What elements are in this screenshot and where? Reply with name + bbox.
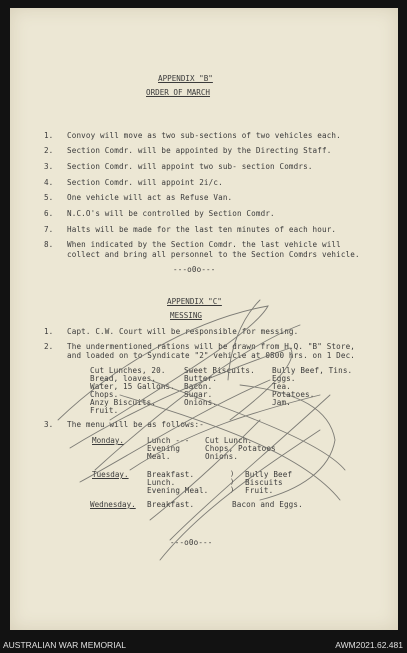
item-number: 1.: [44, 327, 54, 336]
item-number: 8.: [44, 240, 54, 249]
ration-item: Fruit.: [90, 406, 119, 415]
ration-item: Water, 15 Gallons.: [90, 382, 175, 391]
menu-meal: Evening Meal.: [147, 486, 209, 495]
ration-item: Eggs.: [272, 374, 296, 383]
menu-food: Chops, Potatoes: [205, 444, 276, 453]
ration-item: Bread, loaves.: [90, 374, 157, 383]
menu-food: Biscuits: [245, 478, 283, 487]
ration-item: Chops.: [90, 390, 119, 399]
appendix-b-subheading: ORDER OF MARCH: [146, 88, 211, 97]
ration-item: Tea.: [272, 382, 291, 391]
appendix-b-heading: APPENDIX "B": [158, 74, 213, 83]
item-number: 1.: [44, 131, 54, 140]
order-item: Convoy will move as two sub-sections of two vehicles each.: [67, 131, 341, 140]
ration-item: Bully Beef, Tins.: [272, 366, 353, 375]
messing-item: The menu will be as follows:-: [67, 420, 204, 429]
archive-footer: [0, 638, 407, 653]
menu-meal: Lunch ---: [147, 436, 190, 445]
order-item: Section Comdr. will appoint 2i/c.: [67, 178, 223, 187]
item-number: 3.: [44, 162, 54, 171]
messing-item-continued: and loaded on to Syndicate "2" vehicle at 0800 hrs. on 1 Dec.: [67, 351, 356, 360]
messing-item: The undermentioned rations will be drawn from H.Q. "B" Store,: [67, 342, 356, 351]
item-number: 5.: [44, 193, 54, 202]
item-number: 4.: [44, 178, 54, 187]
separator: ---o0o---: [173, 265, 216, 274]
menu-day-monday: Monday.: [92, 436, 125, 445]
ration-item: Butter.: [184, 374, 218, 383]
ration-item: Onions.: [184, 398, 218, 407]
item-number: 7.: [44, 225, 54, 234]
order-item: One vehicle will act as Refuse Van.: [67, 193, 233, 202]
order-item-continued: collect and bring all personnel to the Section Comdrs vehicle.: [67, 250, 360, 259]
item-number: 2.: [44, 342, 54, 351]
menu-food: Bacon and Eggs.: [232, 500, 303, 509]
ration-item: Anzy Biscuits.: [90, 398, 157, 407]
order-item: N.C.O's will be controlled by Section Comdr.: [67, 209, 275, 218]
ration-item: Potatoes.: [272, 390, 315, 399]
menu-meal: Breakfast.: [147, 470, 195, 479]
menu-meal: Breakfast.: [147, 500, 195, 509]
messing-item: Capt. C.W. Court will be responsible for messing.: [67, 327, 299, 336]
ration-item: Sugar.: [184, 390, 213, 399]
item-number: 3.: [44, 420, 54, 429]
menu-meal: Evening: [147, 444, 181, 453]
appendix-c-subheading: MESSING: [170, 311, 203, 320]
bracket-mark: ): [230, 470, 235, 478]
menu-food: Bully Beef: [245, 470, 293, 479]
bracket-mark: ): [230, 478, 235, 486]
order-item: Section Comdr. will appoint two sub- section Comdrs.: [67, 162, 313, 171]
appendix-c-heading: APPENDIX "C": [167, 297, 222, 306]
menu-day-tuesday: Tuesday.: [92, 470, 129, 479]
menu-food: Onions.: [205, 452, 239, 461]
menu-day-wednesday: Wednesday.: [90, 500, 136, 509]
menu-food: Cut Lunch.: [205, 436, 253, 445]
bracket-mark: ): [230, 486, 235, 494]
menu-meal: Lunch.: [147, 478, 176, 487]
archive-name: AUSTRALIAN WAR MEMORIAL: [3, 640, 126, 650]
ration-item: Jam.: [272, 398, 291, 407]
order-item: Halts will be made for the last ten minutes of each hour.: [67, 225, 337, 234]
order-item: When indicated by the Section Comdr. the last vehicle will: [67, 240, 341, 249]
ration-item: Cut Lunches, 20.: [90, 366, 166, 375]
item-number: 6.: [44, 209, 54, 218]
ration-item: Bacon.: [184, 382, 213, 391]
item-number: 2.: [44, 146, 54, 155]
archive-reference: AWM2021.62.481: [335, 640, 403, 650]
ration-item: Sweet Biscuits.: [184, 366, 255, 375]
order-item: Section Comdr. will be appointed by the Directing Staff.: [67, 146, 332, 155]
menu-meal: Meal.: [147, 452, 171, 461]
menu-food: Fruit.: [245, 486, 274, 495]
separator: ---o0o---: [170, 538, 213, 547]
